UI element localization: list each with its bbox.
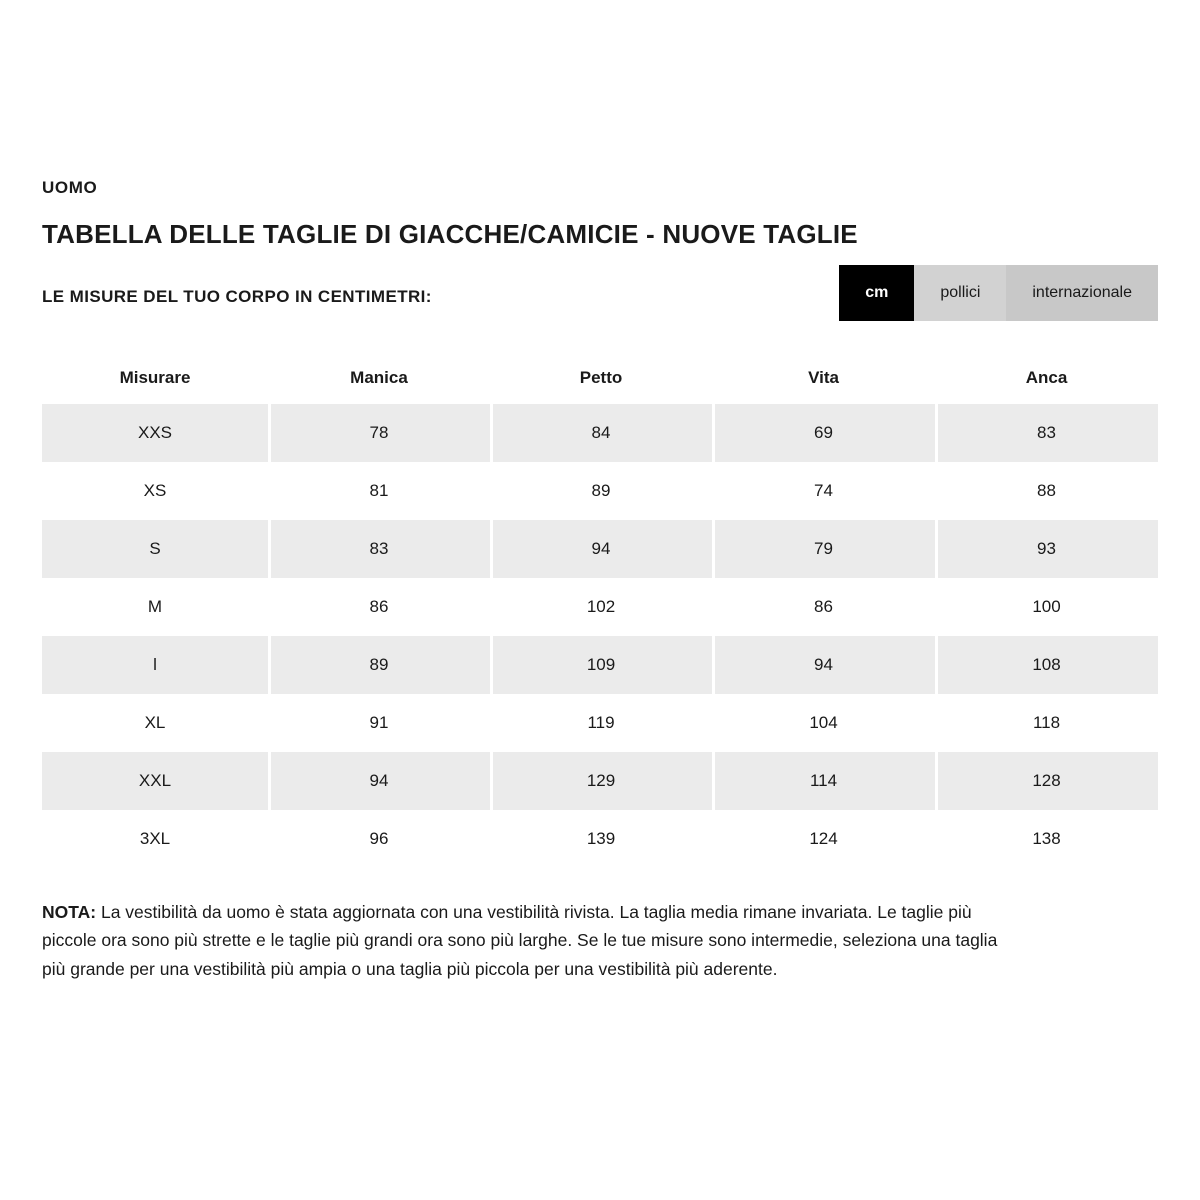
unit-tab-internazionale[interactable]: internazionale <box>1006 265 1158 321</box>
cell-anca: 138 <box>935 810 1158 868</box>
table-body <box>42 404 1158 868</box>
fit-note-label: NOTA: <box>42 902 97 922</box>
measurement-subtitle: LE MISURE DEL TUO CORPO IN CENTIMETRI: <box>42 287 432 306</box>
cell-vita: 79 <box>712 520 935 578</box>
unit-toggle[interactable] <box>839 265 1158 321</box>
cell-anca: 100 <box>935 578 1158 636</box>
cell-vita: 74 <box>712 462 935 520</box>
cell-anca: 128 <box>935 752 1158 810</box>
cell-anca: 88 <box>935 462 1158 520</box>
cell-size: M <box>42 578 268 636</box>
cell-size: XXL <box>42 752 268 810</box>
size-table <box>42 352 1158 868</box>
table-row <box>42 810 1158 868</box>
cell-anca: 118 <box>935 694 1158 752</box>
column-header-misurare: Misurare <box>42 352 268 404</box>
cell-anca: 108 <box>935 636 1158 694</box>
fit-note-text: La vestibilità da uomo è stata aggiornata con una vestibilità rivista. La taglia media rimane invariata. Le taglie più piccole ora sono più strette e le taglie più grandi ora sono più larghe. Se le tue misure sono intermedie, seleziona una taglia più grande per una vestibilità più ampia o una taglia più piccola per una vestibilità più aderente. <box>42 902 998 979</box>
cell-petto: 102 <box>490 578 712 636</box>
cell-petto: 94 <box>490 520 712 578</box>
gender-kicker: UOMO <box>42 178 98 197</box>
unit-tab-cm[interactable]: cm <box>839 265 914 321</box>
cell-anca: 93 <box>935 520 1158 578</box>
cell-manica: 91 <box>268 694 490 752</box>
cell-petto: 89 <box>490 462 712 520</box>
column-header-anca: Anca <box>935 352 1158 404</box>
cell-manica: 86 <box>268 578 490 636</box>
cell-size: XXS <box>42 404 268 462</box>
table-row <box>42 694 1158 752</box>
table-row <box>42 636 1158 694</box>
cell-size: S <box>42 520 268 578</box>
cell-petto: 109 <box>490 636 712 694</box>
cell-petto: 129 <box>490 752 712 810</box>
column-header-manica: Manica <box>268 352 490 404</box>
fit-note <box>42 898 1004 983</box>
cell-vita: 69 <box>712 404 935 462</box>
cell-size: 3XL <box>42 810 268 868</box>
cell-petto: 119 <box>490 694 712 752</box>
cell-size: l <box>42 636 268 694</box>
cell-manica: 94 <box>268 752 490 810</box>
cell-manica: 78 <box>268 404 490 462</box>
cell-vita: 86 <box>712 578 935 636</box>
cell-vita: 104 <box>712 694 935 752</box>
table-row <box>42 404 1158 462</box>
table-row <box>42 462 1158 520</box>
cell-manica: 81 <box>268 462 490 520</box>
table-row <box>42 578 1158 636</box>
cell-manica: 83 <box>268 520 490 578</box>
cell-vita: 114 <box>712 752 935 810</box>
cell-manica: 89 <box>268 636 490 694</box>
cell-petto: 84 <box>490 404 712 462</box>
cell-petto: 139 <box>490 810 712 868</box>
cell-anca: 83 <box>935 404 1158 462</box>
column-header-vita: Vita <box>712 352 935 404</box>
page-title: TABELLA DELLE TAGLIE DI GIACCHE/CAMICIE - NUOVE TAGLIE <box>42 219 858 249</box>
cell-vita: 124 <box>712 810 935 868</box>
table-row <box>42 520 1158 578</box>
cell-vita: 94 <box>712 636 935 694</box>
cell-size: XL <box>42 694 268 752</box>
cell-manica: 96 <box>268 810 490 868</box>
cell-size: XS <box>42 462 268 520</box>
column-header-petto: Petto <box>490 352 712 404</box>
table-row <box>42 752 1158 810</box>
table-header <box>42 352 1158 404</box>
unit-tab-pollici[interactable]: pollici <box>914 265 1006 321</box>
table-header-row <box>42 352 1158 404</box>
